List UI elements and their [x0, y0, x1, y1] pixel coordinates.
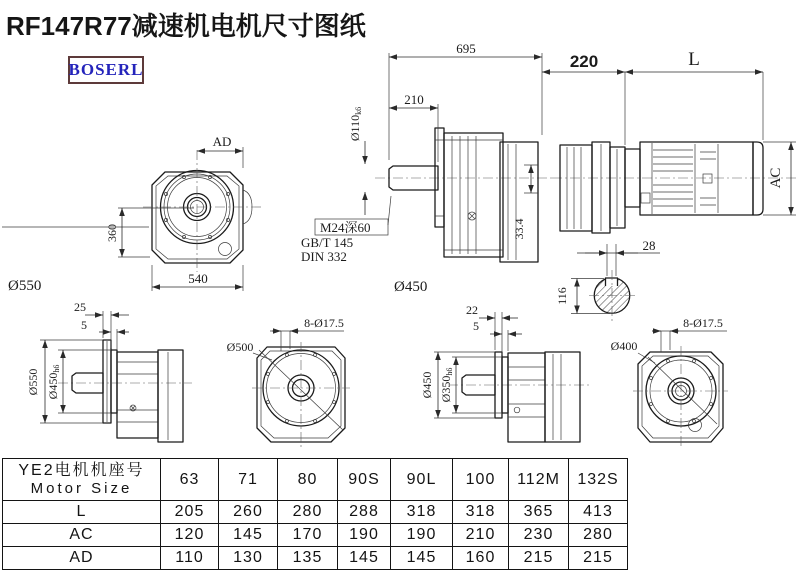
- motor-view-line-art: [552, 142, 798, 233]
- shaft-section-drawing: [555, 238, 660, 322]
- front-view-dimensions: [8, 134, 243, 294]
- motor-view-dimensions: [542, 49, 796, 215]
- AC-value: 120: [161, 524, 219, 547]
- L-value: 318: [453, 501, 509, 524]
- flange-b4-drawing: [611, 316, 728, 447]
- header-motor-size-en: Motor Size: [30, 480, 133, 498]
- size-112M: 112M: [509, 459, 569, 501]
- row-label-AD: AD: [3, 547, 161, 570]
- row-label-AC: AC: [3, 524, 161, 547]
- flange-b1-dimensions: [26, 300, 129, 423]
- size-132S: 132S: [569, 459, 628, 501]
- side-view-drawing: [301, 41, 552, 295]
- dim-210-label: 210: [404, 92, 424, 107]
- dim-shaft-dia-label: Ø110k6: [348, 106, 363, 142]
- AC-value: 190: [338, 524, 391, 547]
- thread-standard-din: DIN 332: [301, 249, 347, 264]
- AD-value: 130: [219, 547, 278, 570]
- L-value: 413: [569, 501, 628, 524]
- AD-value: 135: [278, 547, 338, 570]
- flange-b2-drawing: [227, 316, 350, 447]
- page-title: RF147R77减速机电机尺寸图纸: [6, 11, 366, 41]
- dim-540-label: 540: [188, 271, 208, 286]
- dim-22-label: 22: [466, 303, 478, 317]
- dim-25-label: 25: [74, 300, 86, 314]
- size-63: 63: [161, 459, 219, 501]
- size-100: 100: [453, 459, 509, 501]
- dim-695-label: 695: [456, 41, 476, 56]
- table-row-L: [3, 501, 628, 524]
- size-80: 80: [278, 459, 338, 501]
- dim-360-label: 360: [105, 224, 119, 242]
- dim-L-label: L: [688, 49, 700, 70]
- dim-28-label: 28: [642, 238, 656, 253]
- AC-value: 280: [569, 524, 628, 547]
- front-view-line-art: [2, 150, 262, 272]
- dim-5b-label: 5: [473, 319, 479, 333]
- header-motor-size-cn: YE2电机机座号: [18, 461, 145, 479]
- size-90S: 90S: [338, 459, 391, 501]
- flange-b4-line-art: [633, 346, 728, 447]
- brand-logo: BOSERL: [68, 56, 144, 84]
- AC-value: 210: [453, 524, 509, 547]
- L-value: 318: [391, 501, 453, 524]
- dim-od450-label: Ø450: [420, 371, 434, 399]
- row-label-L: L: [3, 501, 161, 524]
- dim-334-label: 33.4: [512, 218, 526, 240]
- AD-value: 215: [509, 547, 569, 570]
- L-value: 365: [509, 501, 569, 524]
- table-header-row: [3, 459, 628, 501]
- L-value: 288: [338, 501, 391, 524]
- size-90L: 90L: [391, 459, 453, 501]
- dim-ad-label: AD: [212, 134, 232, 149]
- AC-value: 170: [278, 524, 338, 547]
- AC-value: 145: [219, 524, 278, 547]
- dim-spigot350-label: Ø350h6: [439, 367, 454, 403]
- dim-holes-b4-label: 8-Ø17.5: [683, 316, 723, 330]
- AC-value: 230: [509, 524, 569, 547]
- dim-450-label: Ø450: [394, 279, 428, 295]
- thread-standard-gbt: GB/T 145: [301, 235, 354, 250]
- dim-5-label: 5: [81, 318, 87, 332]
- dim-220-label: 220: [569, 52, 599, 71]
- AD-value: 145: [338, 547, 391, 570]
- dim-od500-label: Ø500: [226, 340, 254, 354]
- flange-b1-drawing: [26, 300, 192, 442]
- table-row-AD: [3, 547, 628, 570]
- flange-b3-drawing: [420, 303, 590, 442]
- dim-od550-label: Ø550: [26, 368, 40, 396]
- dim-od400-label: Ø400: [610, 339, 638, 353]
- thread-note: M24深60: [320, 220, 371, 235]
- AD-value: 110: [161, 547, 219, 570]
- motor-size-table: [2, 458, 628, 570]
- front-view-drawing: [2, 134, 262, 294]
- table-row-AC: [3, 524, 628, 547]
- dim-116-label: 116: [555, 287, 569, 305]
- L-value: 280: [278, 501, 338, 524]
- flange-b1-line-art: [58, 340, 192, 442]
- AD-value: 145: [391, 547, 453, 570]
- dim-spigot450-label: Ø450h6: [46, 364, 61, 400]
- side-view-line-art: [375, 128, 552, 262]
- L-value: 205: [161, 501, 219, 524]
- flange-b3-dimensions: [420, 303, 522, 418]
- flange-b3-line-art: [448, 352, 590, 442]
- side-view-dimensions: [301, 41, 542, 295]
- AD-value: 215: [569, 547, 628, 570]
- size-71: 71: [219, 459, 278, 501]
- AD-value: 160: [453, 547, 509, 570]
- dim-holes-b2-label: 8-Ø17.5: [304, 316, 344, 330]
- L-value: 260: [219, 501, 278, 524]
- motor-view-drawing: [542, 49, 798, 233]
- AC-value: 190: [391, 524, 453, 547]
- dim-550-label: Ø550: [8, 278, 42, 294]
- shaft-section-line-art: [589, 270, 636, 322]
- header-motor-size: [3, 459, 161, 501]
- dim-AC-label: AC: [768, 167, 784, 189]
